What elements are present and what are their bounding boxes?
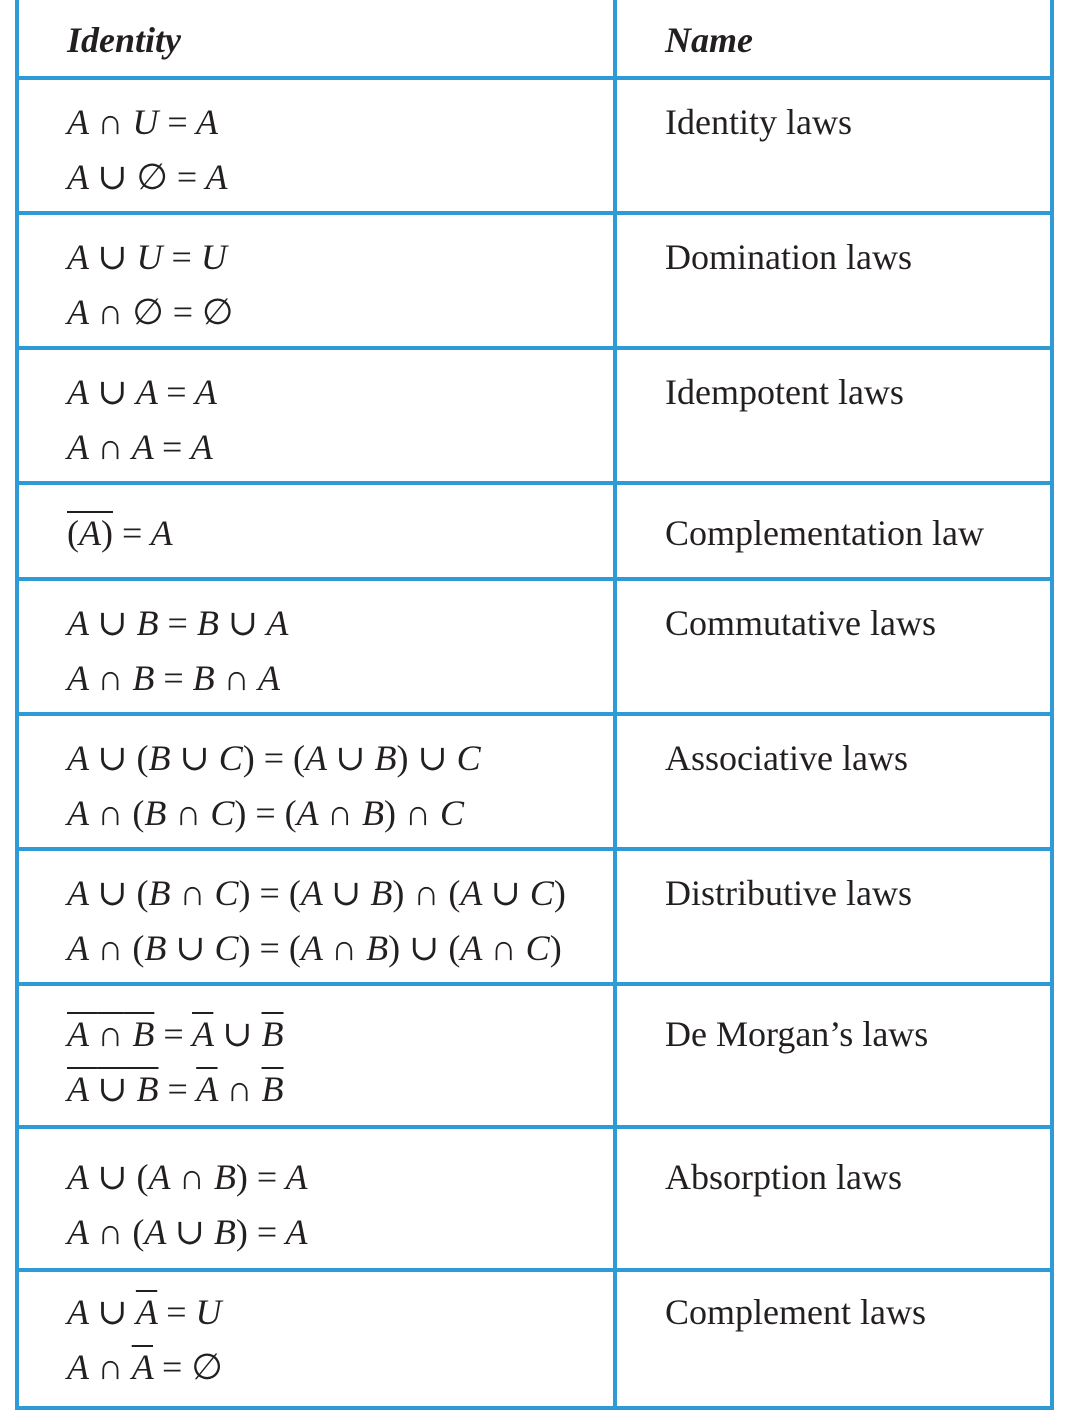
identity-line: A ∪ U = U — [67, 237, 227, 277]
column-divider — [613, 1129, 617, 1268]
identity-line: A ∩ U = A — [67, 102, 218, 142]
column-divider — [613, 80, 617, 211]
column-divider — [613, 350, 617, 481]
law-name: Absorption laws — [665, 1157, 902, 1197]
identity-line: A ∪ (B ∪ C) = (A ∪ B) ∪ C — [67, 738, 481, 778]
law-name: Complementation law — [665, 513, 984, 553]
table-row — [19, 485, 1050, 581]
law-name: Associative laws — [665, 738, 908, 778]
law-name: Complement laws — [665, 1292, 926, 1332]
identity-line: A ∩ A = A — [67, 427, 213, 467]
column-divider — [613, 581, 617, 712]
table-row — [19, 215, 1050, 350]
identity-line: A ∩ B = B ∩ A — [67, 658, 280, 698]
column-divider — [613, 986, 617, 1125]
identity-line: (A) = A — [67, 513, 173, 553]
identity-line: A ∪ ∅ = A — [67, 157, 228, 197]
table-row — [19, 851, 1050, 986]
law-name: Identity laws — [665, 102, 852, 142]
column-divider — [613, 716, 617, 847]
column-divider — [613, 215, 617, 346]
identity-line: A ∪ (B ∩ C) = (A ∪ B) ∩ (A ∪ C) — [67, 873, 566, 913]
law-name: Commutative laws — [665, 603, 936, 643]
table-row — [19, 80, 1050, 215]
identity-line: A ∩ $B = \overline{A}$ ∪ $\overline{B}$ — [67, 1014, 284, 1054]
law-name: Idempotent laws — [665, 372, 904, 412]
identity-line: A ∩ (B ∩ C) = (A ∩ B) ∩ C — [67, 793, 464, 833]
table-row — [19, 581, 1050, 716]
law-name: Domination laws — [665, 237, 912, 277]
identity-line: A ∪ $B = \overline{A}$ ∩ $\overline{B}$ — [67, 1069, 284, 1109]
set-identities-table — [15, 0, 1054, 1410]
identity-line: A ∪ $\overline{A} = U$ — [67, 1292, 222, 1332]
identity-line: A ∪ (A ∩ B) = A — [67, 1157, 308, 1197]
column-divider — [613, 851, 617, 982]
law-name: De Morgan’s laws — [665, 1014, 929, 1054]
law-name: Distributive laws — [665, 873, 912, 913]
table-row — [19, 350, 1050, 485]
column-divider — [613, 485, 617, 577]
identity-line: A ∩ (A ∪ B) = A — [67, 1212, 308, 1252]
table-row — [19, 986, 1050, 1129]
table-row — [19, 716, 1050, 851]
column-divider — [613, 0, 617, 76]
table-row — [19, 1272, 1050, 1406]
header-name: Name — [665, 20, 753, 60]
identity-line: A ∪ A = A — [67, 372, 217, 412]
identity-line: A ∪ B = B ∪ A — [67, 603, 289, 643]
column-divider — [613, 1272, 617, 1406]
header-identity: Identity — [67, 20, 181, 60]
table-row — [19, 1129, 1050, 1272]
identity-line: A ∩ $\overline{A}$ = ∅ — [67, 1347, 223, 1387]
header-row — [19, 0, 1050, 80]
identity-line: A ∩ (B ∪ C) = (A ∩ B) ∪ (A ∩ C) — [67, 928, 562, 968]
identity-line: A ∩ ∅ = ∅ — [67, 292, 234, 332]
